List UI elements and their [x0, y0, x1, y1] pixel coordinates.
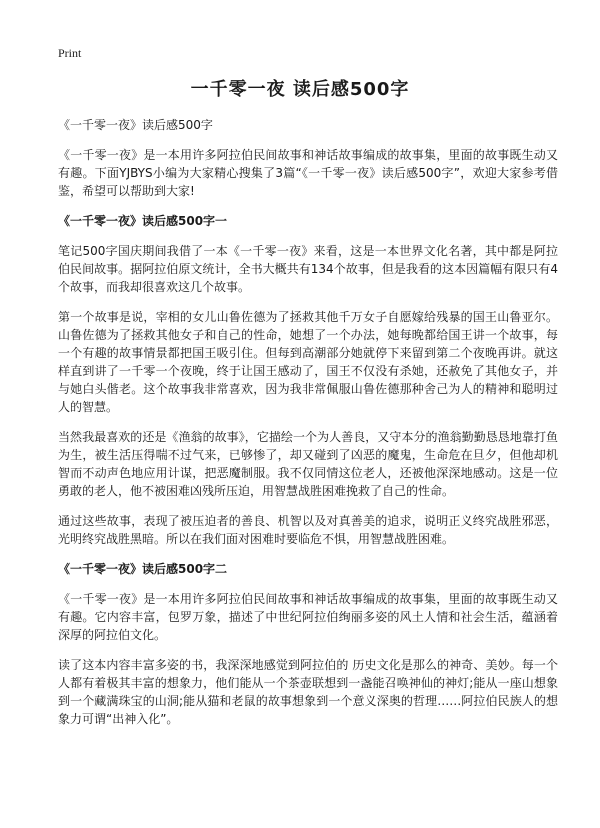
page-title: 一千零一夜 读后感500字 [190, 79, 410, 100]
section1-paragraph: 当然我最喜欢的还是《渔翁的故事》，它描绘一个为人善良，又守本分的渔翁勤勤恳恳地靠打鱼为生，被生活压得喘不过气来，已够惨了，却又碰到了凶恶的魔鬼，生命危在旦夕，但他却机智而不动声色地应用计谋，把恶魔制服。我不仅同情这位老人，还被他深深地感动。这是一位勇敢的老人，他不被困难凶残所压迫，用智慧战胜困难挽救了自己的性命。 [58, 430, 558, 498]
article-body [58, 116, 558, 740]
section2-paragraph: 读了这本内容丰富多姿的书，我深深地感觉到阿拉伯的 历史文化是那么的神奇、美妙。每一个人都有着极其丰富的想象力，他们能从一个茶壶联想到一盏能召唤神仙的神灯;能从一座山想象到一个藏满珠宝的山洞;能从猫和老鼠的故事想象到一个意义深奥的哲理……阿拉伯民族人的想象力可谓“出神入化”。 [58, 658, 558, 726]
section2-paragraph: 《一千零一夜》是一本用许多阿拉伯民间故事和神话故事编成的故事集，里面的故事既生动又有趣。它内容丰富，包罗万象，描述了中世纪阿拉伯绚丽多姿的风土人情和社会生活，蕴涵着深厚的阿拉伯文化。 [58, 592, 558, 642]
section-heading-2: 《一千零一夜》读后感500字二 [58, 562, 228, 576]
section-heading-1: 《一千零一夜》读后感500字一 [58, 214, 228, 228]
article-subtitle: 《一千零一夜》读后感500字 [58, 118, 213, 132]
intro-paragraph: 《一千零一夜》是一本用许多阿拉伯民间故事和神话故事编成的故事集，里面的故事既生动又有趣。下面YJBYS小编为大家精心搜集了3篇“《一千零一夜》读后感500字”，欢迎大家参考借鉴，希望可以帮助到大家! [58, 148, 558, 198]
section1-paragraph: 通过这些故事，表现了被压迫者的善良、机智以及对真善美的追求，说明正义终究战胜邪恶，光明终究战胜黑暗。所以在我们面对困难时要临危不惧，用智慧战胜困难。 [58, 514, 558, 546]
print-link[interactable]: Print [58, 46, 82, 60]
section1-paragraph: 笔记500字国庆期间我借了一本《一千零一夜》来看，这是一本世界文化名著，其中都是阿拉伯民间故事。据阿拉伯原文统计，全书大概共有134个故事，但是我看的这本因篇幅有限只有4个故事，而我却很喜欢这几个故事。 [58, 244, 558, 294]
section1-paragraph: 第一个故事是说，宰相的女儿山鲁佐德为了拯救其他千万女子自愿嫁给残暴的国王山鲁亚尔。山鲁佐德为了拯救其他女子和自己的性命，她想了一个办法，她每晚都给国王讲一个故事，每一个有趣的故事情景都把国王吸引住。但每到高潮部分她就停下来留到第二个夜晚再讲。就这样直到讲了一千零一个夜晚，终于让国王感动了，国王不仅没有杀她，还赦免了其他女子，并与她白头偕老。这个故事我非常喜欢，因为我非常佩服山鲁佐德那种舍己为人的精神和聪明过人的智慧。 [58, 310, 558, 414]
